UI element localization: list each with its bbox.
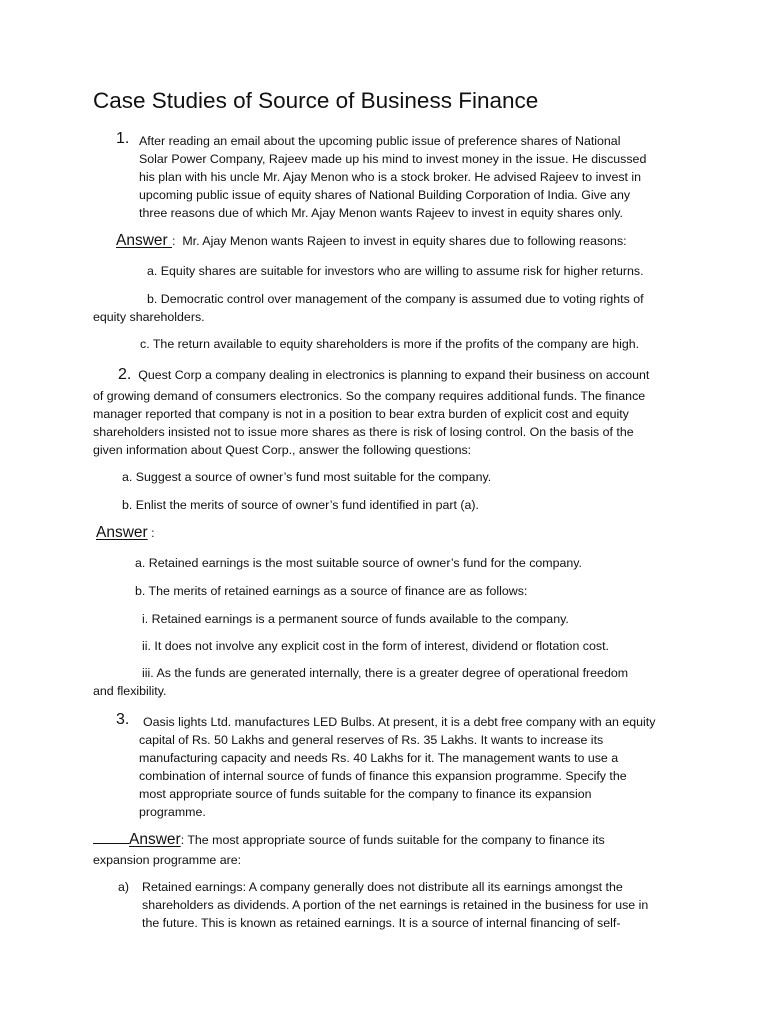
answer-1-label: Answer xyxy=(116,232,172,249)
question-3-line-4: combination of internal source of funds of finance this expansion programme. Specify the xyxy=(139,769,627,783)
question-1-line-3: his plan with his uncle Mr. Ajay Menon who is a stock broker. He advised Rajeev to invest in xyxy=(139,170,642,184)
question-2-sub-a: a. Suggest a source of owner’s fund most suitable for the company. xyxy=(122,470,492,484)
answer-2-a: a. Retained earnings is the most suitable source of owner’s fund for the company. xyxy=(135,556,583,570)
answer-1-separator: : xyxy=(172,234,176,248)
question-3-line-5: most appropriate source of funds suitable for the company to finance its expansion xyxy=(139,787,592,801)
answer-2-label: Answer xyxy=(96,524,148,541)
answer-3-item-a-line-3: the future. This is known as retained earnings. It is a source of internal financing of self- xyxy=(142,916,621,930)
question-2-line-2: of growing demand of consumers electronics. So the company requires additional funds. The finance xyxy=(93,389,646,403)
document-title: Case Studies of Source of Business Finance xyxy=(93,88,539,113)
question-2-line-5: given information about Quest Corp., answer the following questions: xyxy=(93,443,472,457)
answer-3-item-a-marker: a) xyxy=(118,880,130,894)
answer-2-row xyxy=(96,524,155,542)
answer-3-leading-rule xyxy=(93,843,129,844)
answer-3-row xyxy=(93,831,605,849)
answer-1-point-b: b. Democratic control over management of the company is assumed due to voting rights of xyxy=(147,292,644,306)
answer-3-text-cont: expansion programme are: xyxy=(93,853,242,867)
question-3-line-6: programme. xyxy=(139,805,206,819)
question-3-line-3: manufacturing capacity and needs Rs. 40 Lakhs for it. The management wants to use a xyxy=(139,751,619,765)
question-2-sub-b: b. Enlist the merits of source of owner’s fund identified in part (a). xyxy=(122,498,479,512)
answer-3-item-a-line-2: shareholders as dividends. A portion of the net earnings is retained in the business for use in xyxy=(142,898,649,912)
answer-1-point-a: a. Equity shares are suitable for investors who are willing to assume risk for higher returns. xyxy=(147,264,644,278)
answer-1-row xyxy=(116,232,627,250)
merit-ii: ii. It does not involve any explicit cost in the form of interest, dividend or flotation cost. xyxy=(142,639,609,653)
question-2-line-3: manager reported that company is not in a position to bear extra burden of explicit cost and equity xyxy=(93,407,629,421)
question-3-number: 3. xyxy=(116,711,130,728)
question-1-line-1: After reading an email about the upcoming public issue of preference shares of National xyxy=(139,134,621,148)
question-1-line-5: three reasons due of which Mr. Ajay Menon wants Rajeev to invest in equity shares only. xyxy=(139,206,623,220)
answer-1-point-c: c. The return available to equity shareholders is more if the profits of the company are high. xyxy=(140,337,640,351)
merit-iii: iii. As the funds are generated internally, there is a greater degree of operational freedom xyxy=(142,666,629,680)
answer-3-item-a-line-1: Retained earnings: A company generally does not distribute all its earnings amongst the xyxy=(142,880,623,894)
answer-3-label: Answer xyxy=(129,831,181,848)
question-3-line-2: capital of Rs. 50 Lakhs and general reserves of Rs. 35 Lakhs. It wants to increase its xyxy=(139,733,604,747)
question-1-number: 1. xyxy=(116,130,130,147)
question-2-line-1: Quest Corp a company dealing in electronics is planning to expand their business on account xyxy=(138,368,650,382)
question-1-line-4: upcoming public issue of equity shares of National Building Corporation of India. Give any xyxy=(139,188,631,202)
answer-1-point-b-cont: equity shareholders. xyxy=(93,310,205,324)
merit-iii-cont: and flexibility. xyxy=(93,684,167,698)
question-2-first-row xyxy=(118,366,649,384)
question-1-line-2: Solar Power Company, Rajeev made up his mind to invest money in the issue. He discussed xyxy=(139,152,647,166)
answer-2-separator: : xyxy=(147,526,155,540)
question-2-number: 2. xyxy=(118,366,132,383)
answer-3-text: : The most appropriate source of funds suitable for the company to finance its xyxy=(180,833,605,847)
answer-1-text: Mr. Ajay Menon wants Rajeen to invest in equity shares due to following reasons: xyxy=(182,234,627,248)
question-3-line-1: Oasis lights Ltd. manufactures LED Bulbs. At present, it is a debt free company with an equity xyxy=(143,715,656,729)
merit-i: i. Retained earnings is a permanent source of funds available to the company. xyxy=(142,612,569,626)
answer-2-b: b. The merits of retained earnings as a source of finance are as follows: xyxy=(135,584,528,598)
question-2-line-4: shareholders insisted not to issue more shares as there is risk of losing control. On the basis of the xyxy=(93,425,634,439)
